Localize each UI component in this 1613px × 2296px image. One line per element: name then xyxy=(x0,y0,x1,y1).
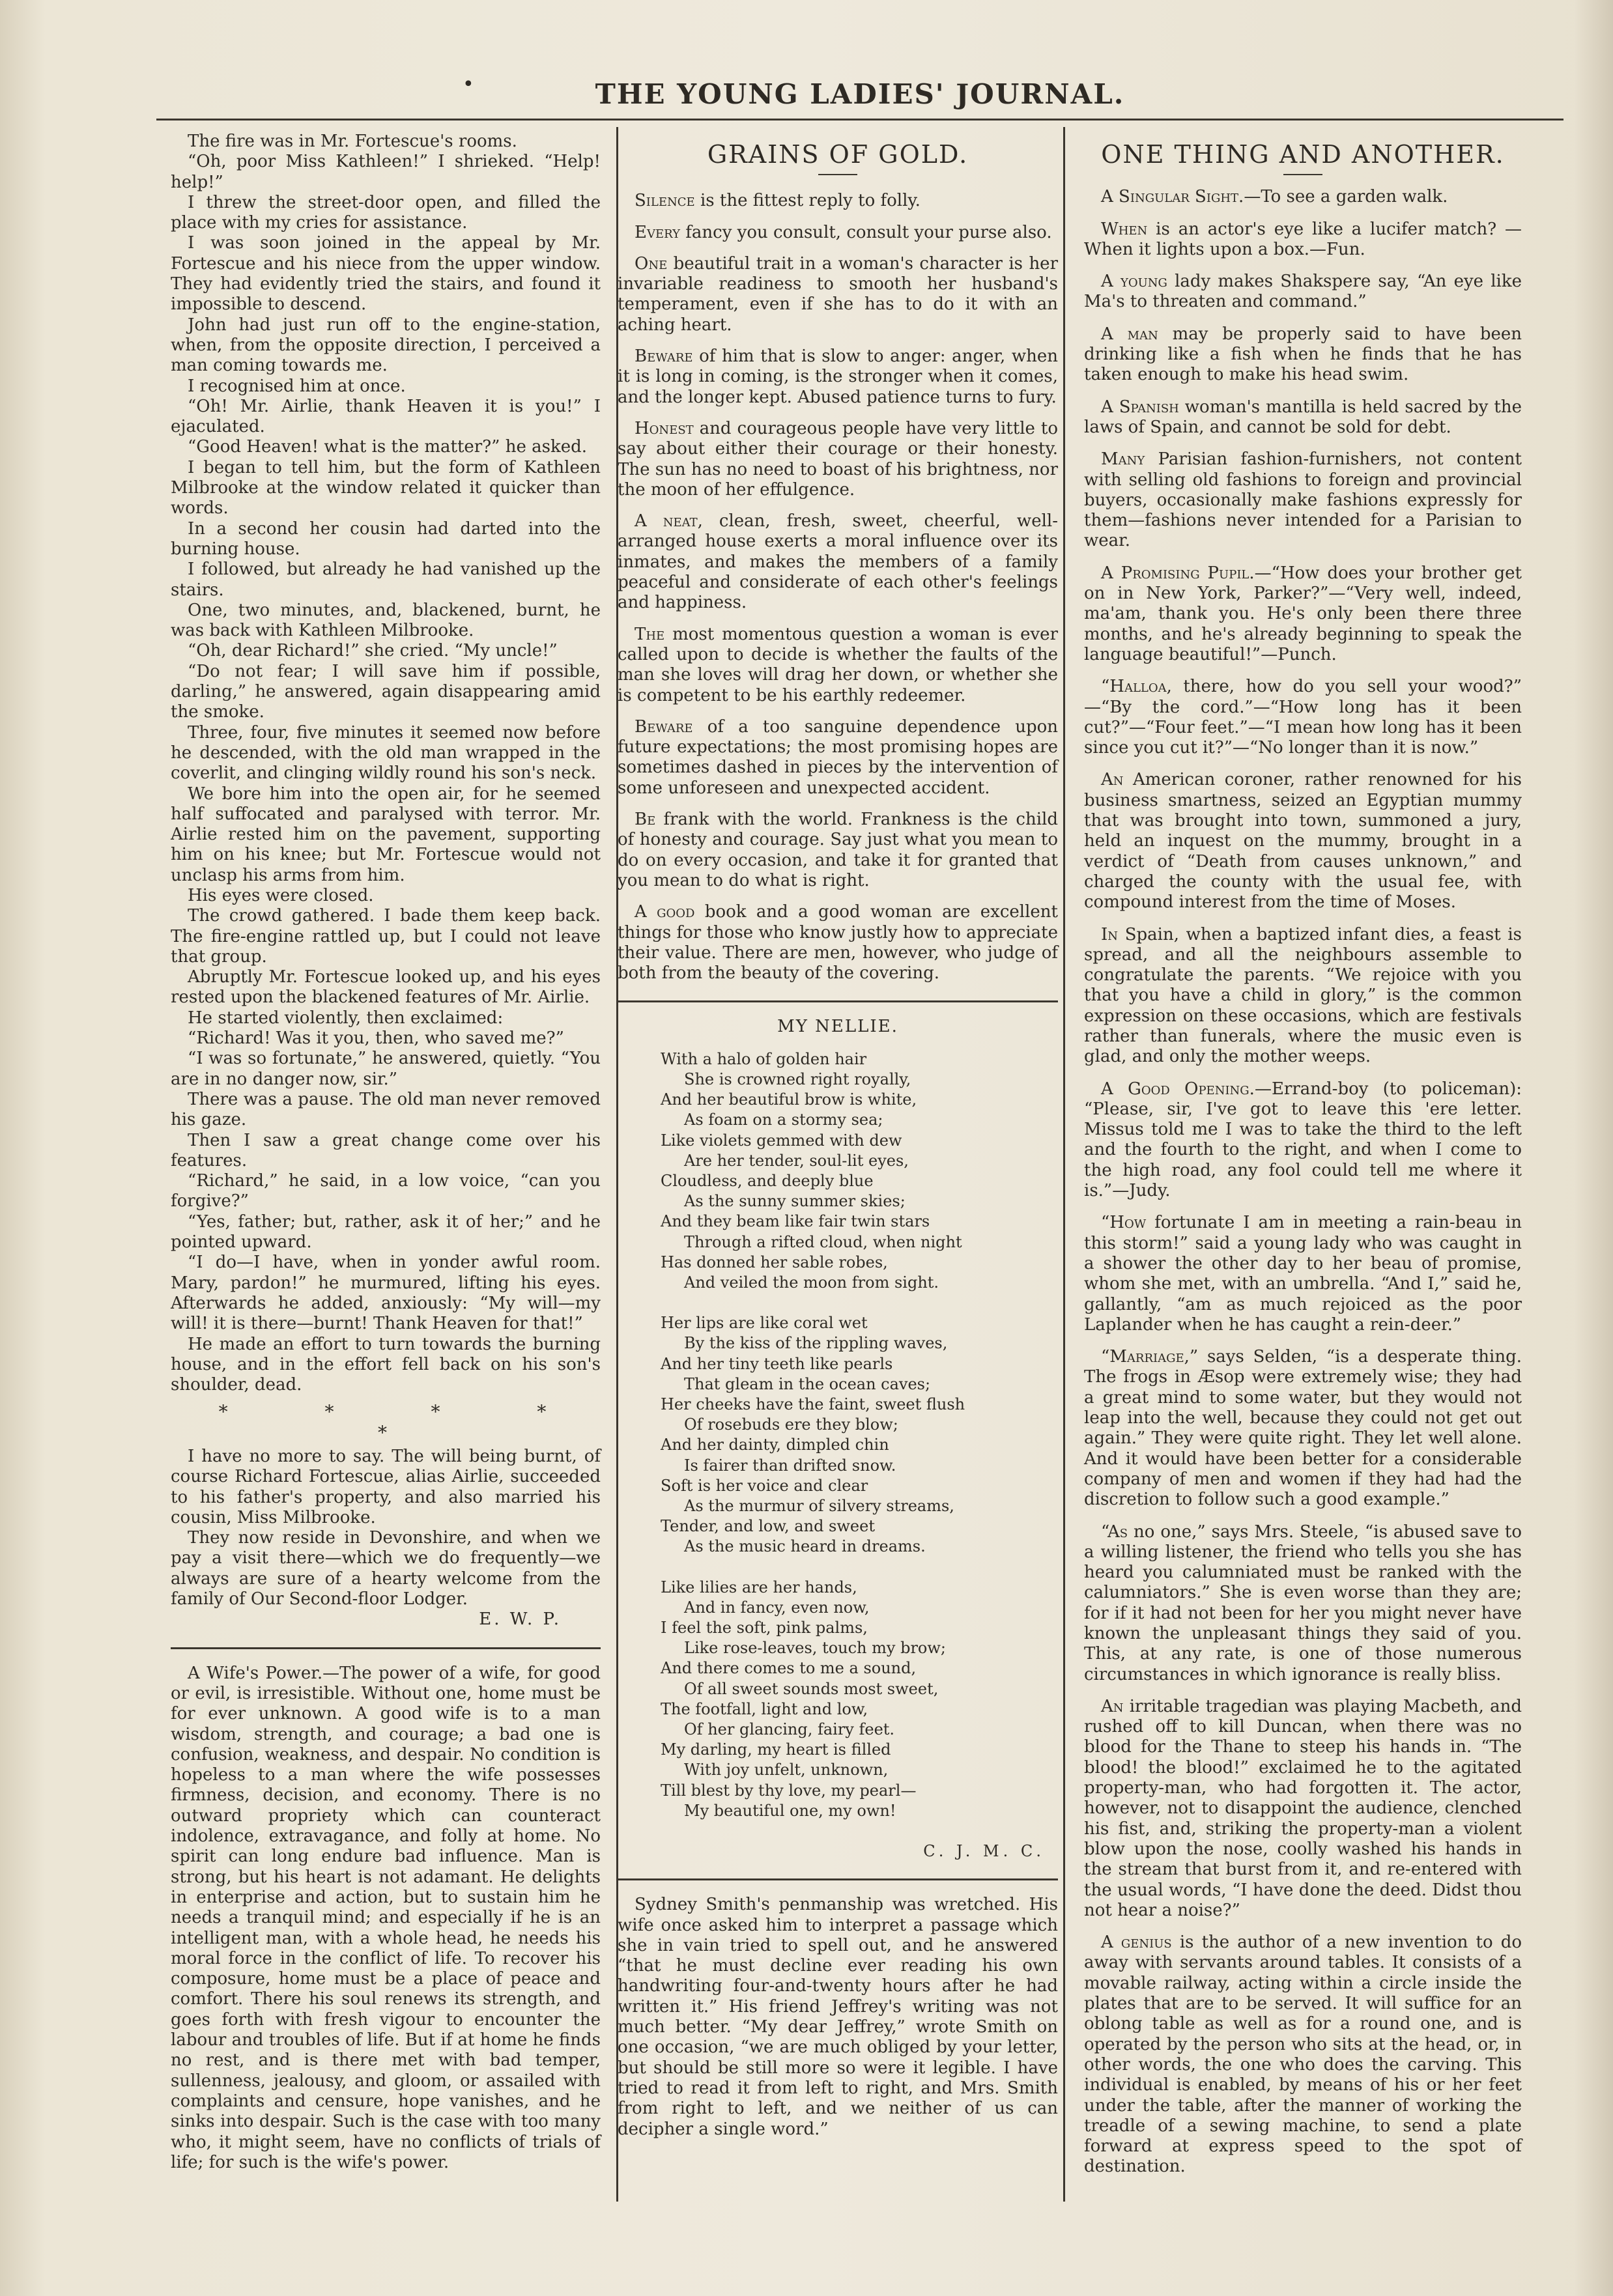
lead-word: A Promising Pupil. xyxy=(1101,563,1255,583)
item-text: —“How does your brother get on in New York, Parker?”—“Very well, indeed, ma'am, thank you. He's only been there three months, and he's already beginning to speak the language beautiful!”—Punch. xyxy=(1084,563,1522,664)
poem-line: My beautiful one, my own! xyxy=(684,1801,896,1820)
lead-word: An xyxy=(1101,770,1124,790)
poem-line: Like lilies are her hands, xyxy=(661,1578,857,1596)
item-text: Parisian fashion-furnishers, not content with selling old fashions to foreign and provincial buyers, occasionally make fashions expressly for them—fashions never intended for a Parisian to wear. xyxy=(1084,449,1522,551)
grain-item xyxy=(618,810,1058,891)
title-dash xyxy=(818,174,857,175)
item-text: fancy you consult, consult your purse also. xyxy=(680,222,1052,242)
item-text: Spain, when a baptized infant dies, a feast is spread, and all the neighbours assemble to congratulate the parents. “We rejoice with you that you have a child in glory,” is the common expression on these occasions, which are festivals rather than funerals, where the music even is glad, and only the mother weeps. xyxy=(1084,924,1522,1067)
poem-line: Her lips are like coral wet xyxy=(661,1314,868,1333)
story-paragraph: “Yes, father; but, rather, ask it of her;” and he pointed upward. xyxy=(171,1212,601,1253)
anecdote-item xyxy=(1084,187,1522,207)
poem-line: And they beam like fair twin stars xyxy=(661,1212,930,1231)
grain-item xyxy=(618,511,1058,613)
poem-line: With joy unfelt, unknown, xyxy=(684,1761,889,1779)
poem-line: Through a rifted cloud, when night xyxy=(684,1232,962,1251)
lead-word: Many xyxy=(1101,449,1145,470)
poem-line: And in fancy, even now, xyxy=(684,1598,870,1617)
poem-line: That gleam in the ocean caves; xyxy=(684,1374,931,1393)
anecdote-item xyxy=(1084,1522,1522,1685)
story-paragraph: One, two minutes, and, blackened, burnt, he was back with Kathleen Milbrooke. xyxy=(171,600,601,641)
poem-line: As the murmur of silvery streams, xyxy=(684,1496,954,1515)
item-text: most momentous question a woman is ever called upon to decide is whether the faults of the man she loves will drag her down, or whether she is competent to be his earthly redeemer. xyxy=(618,624,1058,705)
item-text: says Selden, “is a desperate thing. The frogs in Æsop were extremely wise; they had a great mind to some water, but they would not leap into the well, because they could not get out again.” They were quite right. They let well alone. And it would have been better for a considerable company of men and women if they had had the discretion to follow such a good example.” xyxy=(1084,1347,1522,1510)
poem-stanza xyxy=(661,1313,1058,1557)
story-paragraph: I threw the street-door open, and filled the place with my cries for assistance. xyxy=(171,192,601,233)
closing-paragraph: I have no more to say. The will being burnt, of course Richard Fortescue, alias Airlie, succeeded to his father's property, and also married his cousin, Miss Milbrooke. xyxy=(171,1447,601,1527)
story-paragraph: Abruptly Mr. Fortescue looked up, and his eyes rested upon the blackened features of Mr. Airlie. xyxy=(171,967,601,1008)
grains-list xyxy=(618,191,1058,984)
item-text: beautiful trait in a woman's character is her invariable readiness to smooth her husband's temperament, even if she has to do it with an aching heart. xyxy=(618,253,1058,335)
one-thing-title: ONE THING AND ANOTHER. xyxy=(1101,140,1505,169)
anecdote-list xyxy=(1084,187,1522,2177)
item-text: of a too sanguine dependence upon future expectations; the most promising hopes are sometimes dashed in pieces by the intervention of some unforeseen and unexpected accident. xyxy=(618,716,1058,798)
sydney-smith-paragraph: Sydney Smith's penmanship was wretched. His wife once asked him to interpret a passage which she in vain tried to spell out, and he answered “that he must decline ever reading his own handwriting four-and-twenty hours after he had written it.” His friend Jeffrey's writing was not much better. “My dear Jeffrey,” wrote Smith on one occasion, “we are much obliged by your letter, but should be still more so were it legible. I have tried to read it from left to right, and Mrs. Smith from right to left, and we neither of us can decipher a single word.” xyxy=(618,1895,1058,2139)
lead-word: An xyxy=(1101,1696,1124,1716)
poem-line: As the music heard in dreams. xyxy=(684,1537,926,1556)
story-paragraph: I was soon joined in the appeal by Mr. Fortescue and his niece from the upper window. They had evidently tried the stairs, and found it impossible to descend. xyxy=(171,233,601,315)
story-paragraph: “Richard! Was it you, then, who saved me?” xyxy=(188,1028,564,1049)
lead-word: Honest xyxy=(635,418,694,438)
grain-item xyxy=(618,191,1058,211)
story-paragraph: Three, four, five minutes it seemed now before he descended, with the old man wrapped in the coverlit, and clinging wildly round his son's neck. xyxy=(171,722,601,784)
poem-line: Is fairer than drifted snow. xyxy=(684,1456,896,1475)
item-text: is the fittest reply to folly. xyxy=(694,191,921,211)
lead-word: A man xyxy=(1101,324,1158,344)
lead-word: Every xyxy=(635,222,680,242)
grain-item xyxy=(618,902,1058,984)
item-text: American coroner, rather renowned for his business smartness, seized an Egyptian mummy that was brought into town, summoned a jury, held an inquest on the mummy, brought in a verdict of “Death from causes unknown,” and charged the county with the usual fee, with compound interest from the time of Moses. xyxy=(1084,770,1522,913)
poem-line: And veiled the moon from sight. xyxy=(684,1273,939,1292)
item-text: is an actor's eye like a lucifer match? —When it lights upon a box.—Fun. xyxy=(1084,219,1522,259)
closing-paragraph: They now reside in Devonshire, and when we pay a visit there—which we do frequently—we always are sure of a hearty welcome from the family of Our Second-floor Lodger. xyxy=(171,1528,601,1609)
column-story xyxy=(171,132,601,2173)
poem-body xyxy=(618,1049,1058,1821)
anecdote-item xyxy=(1084,324,1522,386)
item-text: —To see a garden walk. xyxy=(1244,187,1448,207)
poem-line: Cloudless, and deeply blue xyxy=(661,1171,874,1190)
column-grains-of-gold xyxy=(618,132,1058,2140)
lead-word: “Halloa, xyxy=(1101,677,1172,697)
poem-line: Like rose-leaves, touch my brow; xyxy=(684,1639,946,1658)
wifes-power-paragraph: A Wife's Power.—The power of a wife, for good or evil, is irresistible. Without one, home must be for ever unknown. A good wife is to a man wisdom, strength, and courage; a bad one is confusion, weakness, and despair. No condition is hopeless to a man where the wife possesses firmness, decision, and economy. There is no outward propriety which can counteract indolence, extravagance, and folly at home. No spirit can long endure bad influence. Man is strong, but his heart is not adamant. He delights in enterprise and action, but to sustain him he needs a tranquil mind; and especially if he is an intelligent man, with a whole head, he needs his moral force in the conflict of life. To recover his composure, home must be a place of peace and comfort. There his soul renews its strength, and goes forth with fresh vigour to encounter the labour and troubles of life. But if at home he finds no rest, and is there met with bad temper, sullenness, jealousy, and gloom, or assailed with complaints and censure, hope vanishes, and he sinks into despair. Such is the case with too many who, it might seem, have no conflicts of trials of life; for such is the wife's power. xyxy=(171,1663,601,2172)
anecdote-item xyxy=(1084,1347,1522,1510)
poem-line: The footfall, light and low, xyxy=(661,1699,868,1718)
story-paragraph: “Richard,” he said, in a low voice, “can you forgive?” xyxy=(171,1171,601,1212)
lead-word: One xyxy=(635,253,668,274)
lead-word: Beware xyxy=(635,716,693,737)
section-stars: * * * * * xyxy=(218,1401,592,1443)
poem-line: And her beautiful brow is white, xyxy=(661,1090,917,1109)
story-paragraph: “Oh, dear Richard!” she cried. “My uncle!” xyxy=(188,641,558,661)
story-paragraph: We bore him into the open air, for he seemed half suffocated and paralysed with terror. Mr. Airlie rested him on the pavement, supporting him on his knee; but Mr. Fortescue would not unclasp his arms from him. xyxy=(171,784,601,885)
journal-title: THE YOUNG LADIES' JOURNAL. xyxy=(595,78,1125,110)
poem-stanza xyxy=(661,1049,1058,1293)
anecdote-item xyxy=(1084,1079,1522,1202)
title-dash xyxy=(1283,174,1322,175)
lead-word: A neat, xyxy=(635,511,703,531)
story-paragraph: “Good Heaven! what is the matter?” he asked. xyxy=(188,437,588,457)
anecdote-item xyxy=(1084,1213,1522,1335)
poem-line: And her dainty, dimpled chin xyxy=(661,1436,889,1454)
poem-line: Are her tender, soul-lit eyes, xyxy=(684,1151,909,1170)
anecdote-item xyxy=(1084,1933,1522,2177)
item-text: frank with the world. Frankness is the child of honesty and courage. Say just what you mean to do on every occasion, and take it for granted that you mean to do what is right. xyxy=(618,810,1058,890)
lead-word: A Spanish xyxy=(1101,397,1179,417)
story-paragraph: “Oh! Mr. Airlie, thank Heaven it is you!” I ejaculated. xyxy=(171,396,601,437)
story-paragraph: John had just run off to the engine-station, when, from the opposite direction, I perceived a man coming towards me. xyxy=(171,315,601,376)
grain-item xyxy=(618,419,1058,500)
section-divider xyxy=(171,1647,601,1649)
header-mark: • xyxy=(463,73,474,96)
item-text: there, how do you sell your wood?” —“By the cord.”—“How long has it been cut?”—“Four feet.”—“I mean how long has it been since you cut it?”—“No longer than it is now.” xyxy=(1084,677,1522,758)
lead-word: The xyxy=(635,624,665,644)
item-text: irritable tragedian was playing Macbeth, and rushed off to kill Duncan, when there was no blood for the Thane to steep his hands in. “The blood! the blood!” exclaimed he to the agitated property-man, who had forgotten it. The actor, however, not to disappoint the audience, clenched his fist, and, striking the property-man a violent blow upon the nose, coolly washed his hands in the stream that burst from it, and re-entered with the usual words, “I have done the deed. Didst thou not hear a noise?” xyxy=(1084,1696,1522,1920)
poem-line: By the kiss of the rippling waves, xyxy=(684,1334,948,1353)
poem-line: Of rosebuds ere they blow; xyxy=(684,1415,898,1434)
lead-word: Be xyxy=(635,810,656,830)
grain-item xyxy=(618,347,1058,408)
story-paragraphs xyxy=(171,132,601,1395)
story-signature: E. W. P. xyxy=(479,1609,562,1630)
story-paragraph: The crowd gathered. I bade them keep back. The fire-engine rattled up, but I could not leave that group. xyxy=(171,906,601,967)
anecdote-item xyxy=(1084,1697,1522,1921)
story-paragraph: In a second her cousin had darted into the burning house. xyxy=(171,518,601,559)
story-paragraph: Then I saw a great change come over his features. xyxy=(171,1130,601,1170)
lead-word: In xyxy=(1101,924,1119,944)
anecdote-item xyxy=(1084,677,1522,758)
page-edge-shadow xyxy=(1574,0,1613,2296)
poem-title: MY NELLIE. xyxy=(777,1017,898,1037)
column-one-thing-and-another xyxy=(1084,132,1522,2177)
poem-line: As foam on a stormy sea; xyxy=(684,1111,883,1129)
grain-item xyxy=(618,625,1058,706)
story-paragraph: His eyes were closed. xyxy=(188,885,374,905)
grain-item xyxy=(618,717,1058,799)
lead-word: A Singular Sight. xyxy=(1101,187,1244,207)
story-paragraph: There was a pause. The old man never removed his gaze. xyxy=(171,1089,601,1130)
poem-line: Of her glancing, fairy feet. xyxy=(684,1720,895,1738)
poem-line: And there comes to me a sound, xyxy=(661,1659,917,1678)
story-paragraph: The fire was in Mr. Fortescue's rooms. xyxy=(188,132,517,151)
item-text: woman's mantilla is held sacred by the laws of Spain, and cannot be sold for debt. xyxy=(1084,397,1522,437)
section-divider xyxy=(618,1878,1058,1880)
anecdote-item xyxy=(1084,397,1522,438)
lead-word: A genius xyxy=(1101,1933,1172,1953)
story-paragraph: “Oh, poor Miss Kathleen!” I shrieked. “Help! help!” xyxy=(171,152,601,192)
item-text: clean, fresh, sweet, cheerful, well-arranged house exerts a moral influence over its inmates, and makes the members of a family peaceful and considerate of each other's feelings and happiness. xyxy=(618,511,1058,613)
grain-item xyxy=(618,254,1058,335)
poem-line: Tender, and low, and sweet xyxy=(661,1517,875,1536)
story-paragraph: “I do—I have, when in yonder awful room. Mary, pardon!” he murmured, lifting his eyes. Afterwards he added, anxiously: “My will—my will! it is there—burnt! Thank Heaven for that!” xyxy=(171,1253,601,1334)
page-header xyxy=(156,73,1563,120)
poem-line: My darling, my heart is filled xyxy=(661,1740,891,1759)
poem-line: Of all sweet sounds most sweet, xyxy=(684,1679,939,1698)
lead-word: A good xyxy=(635,902,695,922)
poem-line: Her cheeks have the faint, sweet flush xyxy=(661,1395,965,1413)
story-paragraph: I followed, but already he had vanished up the stairs. xyxy=(171,560,601,600)
item-text: fortunate I am in meeting a rain-beau in this storm!” said a young lady who was caught in a shower the other day to her beau of promise, whom she met, with an umbrella. “And I,” said he, gallantly, “am as much rejoiced as the poor Laplander when he has caught a rein-deer.” xyxy=(1084,1213,1522,1335)
grains-of-gold-title: GRAINS OF GOLD. xyxy=(707,140,969,169)
column-rule-right xyxy=(1063,127,1065,2202)
lead-word: “Marriage,” xyxy=(1101,1347,1199,1367)
poem-line: Soft is her voice and clear xyxy=(661,1476,868,1495)
poem-stanza xyxy=(661,1578,1058,1821)
poem-line: Like violets gemmed with dew xyxy=(661,1131,902,1150)
item-text: book and a good woman are excellent things for those who know justly how to appreciate their value. There are men, however, who judge of both from the beauty of the covering. xyxy=(618,902,1058,984)
item-text: may be properly said to have been drinking like a fish when he finds that he has taken enough to make his head swim. xyxy=(1084,324,1522,385)
lead-word: “As xyxy=(1101,1522,1128,1542)
poem-line: As the sunny summer skies; xyxy=(684,1192,906,1211)
lead-word: A Good Opening. xyxy=(1101,1079,1255,1099)
story-paragraph: “I was so fortunate,” he answered, quietly. “You are in no danger now, sir.” xyxy=(171,1049,601,1089)
poem-line: And her tiny teeth like pearls xyxy=(661,1354,893,1373)
lead-word: Beware xyxy=(635,347,693,367)
anecdote-item xyxy=(1084,272,1522,313)
lead-word: When xyxy=(1101,219,1148,239)
lead-word: Silence xyxy=(635,191,695,211)
story-paragraph: I began to tell him, but the form of Kathleen Milbrooke at the window related it quicker than words. xyxy=(171,457,601,518)
item-text: no one,” says Mrs. Steele, “is abused save to a willing listener, the friend who tells you she has heard you calumniated must be ranked with the calumniators.” She is even worse than they are; for if it had not been for her you might never have known the unpleasant things they said of you. This, at any rate, is one of those numerous circumstances in which ignorance is really bliss. xyxy=(1084,1522,1522,1684)
story-paragraph: He started violently, then exclaimed: xyxy=(188,1008,504,1028)
item-text: of him that is slow to anger: anger, when it is long in coming, is the stronger when it comes, and the longer kept. Abused patience turns to fury. xyxy=(618,347,1058,407)
story-paragraph: He made an effort to turn towards the burning house, and in the effort fell back on his son's shoulder, dead. xyxy=(171,1334,601,1395)
poem-line: Has donned her sable robes, xyxy=(661,1253,888,1271)
poem-line: With a halo of golden hair xyxy=(661,1049,867,1068)
anecdote-item xyxy=(1084,563,1522,665)
anecdote-item xyxy=(1084,925,1522,1068)
lead-word: A young xyxy=(1101,272,1167,292)
story-paragraph: “Do not fear; I will save him if possible, darling,” he answered, again disappearing amid the smoke. xyxy=(171,661,601,722)
story-paragraph: I recognised him at once. xyxy=(188,376,406,396)
lead-word: “How xyxy=(1101,1213,1147,1233)
anecdote-item xyxy=(1084,449,1522,551)
poem-signature: C. J. M. C. xyxy=(923,1842,1045,1860)
anecdote-item xyxy=(1084,220,1522,261)
poem-line: Till blest by thy love, my pearl— xyxy=(661,1781,917,1800)
anecdote-item xyxy=(1084,770,1522,913)
section-divider xyxy=(618,1000,1058,1002)
item-text: lady makes Shakspere say, “An eye like Ma's to threaten and command.” xyxy=(1084,272,1522,312)
poem-line: She is crowned right royally, xyxy=(684,1070,911,1088)
poem-line: I feel the soft, pink palms, xyxy=(661,1618,868,1637)
story-closing xyxy=(171,1447,601,1609)
item-text: —Errand-boy (to policeman): “Please, sir, I've got to leave this 'ere letter. Missus told me I was to take the third to the left and the fourth to the right, and when I come to the high road, any fool could tell me where it is.”—Judy. xyxy=(1084,1079,1522,1201)
item-text: is the author of a new invention to do away with servants around tables. It consists of a movable railway, acting within a circle inside the plates that are to be served. It will suffice for an oblong table as well as for a round one, and is operated by the person who sits at the head, or, in other words, the one who does the carving. This individual is enabled, by means of his or her feet under the table, after the manner of working the treadle of a sewing machine, to send a plate forward at express speed to the spot of destination. xyxy=(1084,1933,1522,2177)
item-text: and courageous people have very little to say about either their courage or their honesty. The sun has no need to boast of his brightness, nor the moon of her effulgence. xyxy=(618,418,1058,500)
grain-item xyxy=(618,223,1058,243)
